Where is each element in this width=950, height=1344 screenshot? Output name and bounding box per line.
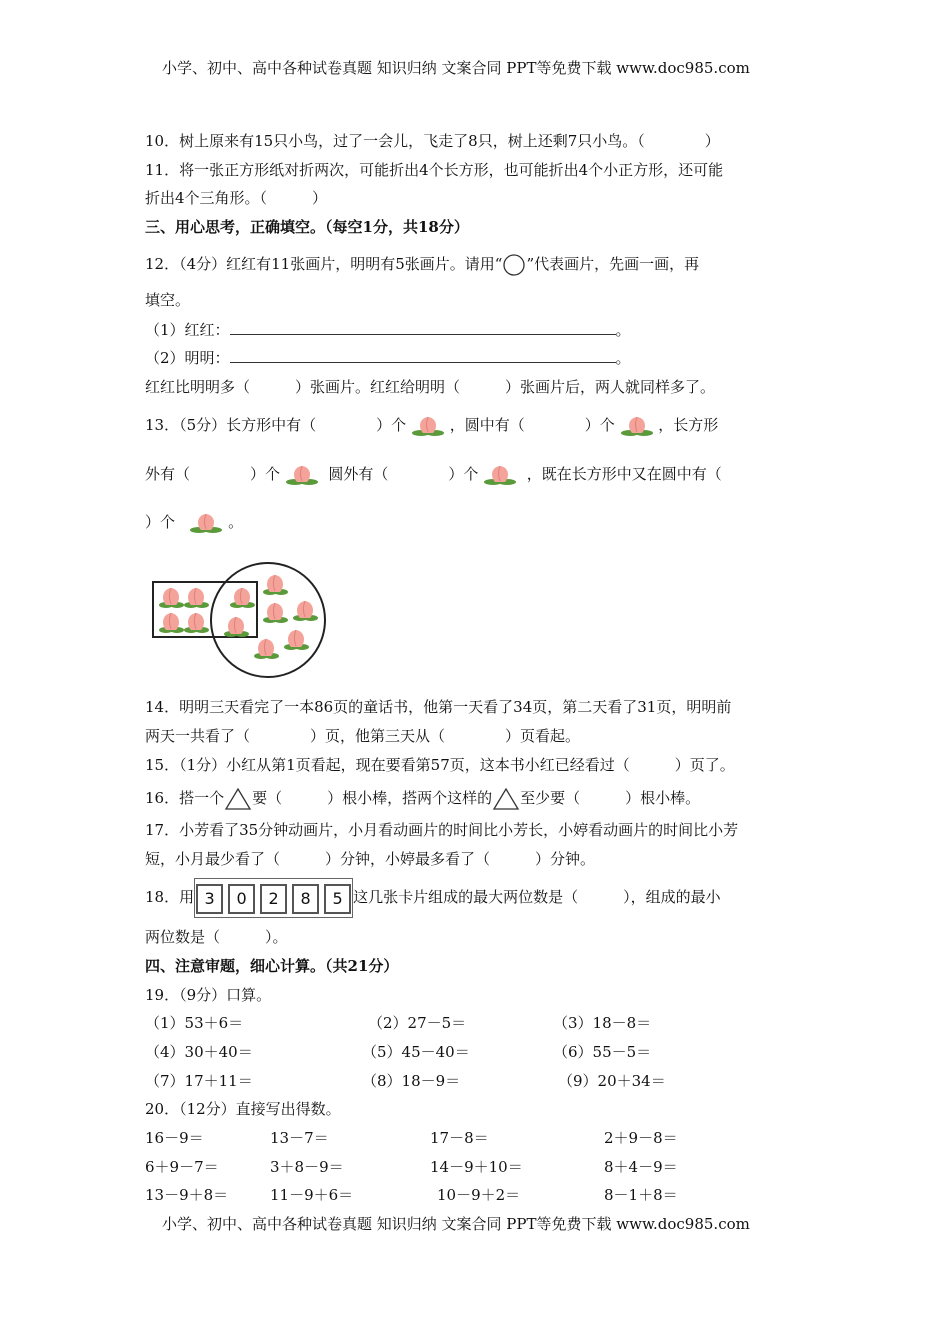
question-13-line3: [145, 507, 243, 537]
question-12-sub2: [145, 348, 631, 368]
q12-sub1-label: （1）红红：: [145, 321, 230, 339]
peach-mark: [184, 588, 209, 608]
end-mark: 。: [615, 321, 631, 339]
digit-cards: [194, 878, 353, 918]
digit-card: 2: [260, 884, 287, 914]
q13-part1: 13．（5分）长方形中有（ ）个: [145, 416, 407, 434]
q13-part3: ，长方形: [658, 416, 719, 434]
q20-item: 8－1＋8＝: [604, 1186, 678, 1204]
question-17-line2: 短，小月最少看了（ ）分钟，小婷最多看了（ ）分钟。: [145, 850, 596, 868]
end-mark: 。: [615, 349, 631, 367]
question-13-line2: [145, 459, 722, 489]
peach-mark: [159, 613, 184, 633]
question-13-line1: [145, 410, 718, 440]
section-3-heading: 三、用心思考，正确填空。（每空1分，共18分）: [145, 218, 469, 236]
question-12-line1: [145, 253, 699, 277]
answer-line-mingming[interactable]: [230, 362, 616, 363]
peach-icon: [483, 463, 517, 487]
peach-mark: [284, 630, 309, 650]
q20-item: 14－9＋10＝: [430, 1158, 523, 1176]
peach-mark: [254, 639, 279, 659]
peach-icon: [189, 511, 223, 535]
question-11-line1: 11．将一张正方形纸对折两次，可能折出4个长方形，也可能折出4个小正方形，还可能: [145, 161, 724, 179]
peach-mark: [159, 588, 184, 608]
question-12-line2: 填空。: [145, 291, 191, 309]
peach-icon: [285, 463, 319, 487]
digit-card: 3: [196, 884, 223, 914]
q16-part3: 至少要（ ）根小棒。: [520, 789, 701, 807]
q20-item: 2＋9－8＝: [604, 1129, 678, 1147]
question-20-title: 20．（12分）直接写出得数。: [145, 1100, 341, 1118]
q19-item: （3）18－8＝: [553, 1014, 652, 1032]
peach-mark: [224, 617, 249, 637]
digit-card: 0: [228, 884, 255, 914]
circle-icon: [502, 253, 526, 277]
q20-item: 8＋4－9＝: [604, 1158, 678, 1176]
q12-sub2-label: （2）明明：: [145, 349, 230, 367]
rectangle-circle-diagram: [150, 560, 330, 685]
question-18-line1: [145, 878, 721, 918]
question-19-title: 19．（9分）口算。: [145, 986, 272, 1004]
question-14-line1: 14．明明三天看完了一本86页的童话书，他第一天看了34页，第二天看了31页，明明前: [145, 698, 732, 716]
q20-item: 13－9＋8＝: [145, 1186, 229, 1204]
q13-part8: 。: [228, 513, 244, 531]
question-14-line2: 两天一共看了（ ）页，他第三天从（ ）页看起。: [145, 727, 581, 745]
peach-mark: [184, 613, 209, 633]
q13-part2: ，圆中有（ ）个: [449, 416, 615, 434]
page-footer: 小学、初中、高中各种试卷真题 知识归纳 文案合同 PPT等免费下载 www.doc985.com: [162, 1215, 750, 1233]
q19-item: （8）18－9＝: [362, 1072, 461, 1090]
page-header: 小学、初中、高中各种试卷真题 知识归纳 文案合同 PPT等免费下载 www.doc985.com: [162, 59, 750, 77]
question-12-sub1: [145, 320, 631, 340]
q20-item: 17－8＝: [430, 1129, 489, 1147]
q16-part1: 16．搭一个: [145, 789, 225, 807]
q13-part7: ）个: [145, 513, 176, 531]
question-17-line1: 17．小芳看了35分钟动画片，小月看动画片的时间比小芳长，小婷看动画片的时间比小芳: [145, 821, 739, 839]
peach-mark: [230, 588, 255, 608]
q19-item: （5）45－40＝: [362, 1043, 470, 1061]
question-10: 10．树上原来有15只小鸟，过了一会儿，飞走了8只，树上还剩7只小鸟。（ ）: [145, 132, 720, 150]
question-18-line2: 两位数是（ ）。: [145, 928, 288, 946]
q12-text-a: 12．（4分）红红有11张画片，明明有5张画片。请用“: [145, 255, 503, 273]
q19-item: （6）55－5＝: [553, 1043, 652, 1061]
q16-part2: 要（ ）根小棒，搭两个这样的: [252, 789, 493, 807]
triangle-icon: [492, 787, 520, 811]
q12-text-b: ”代表画片，先画一画，再: [526, 255, 700, 273]
peach-icon: [620, 414, 654, 438]
q20-item: 13－7＝: [270, 1129, 329, 1147]
peach-icon: [411, 414, 445, 438]
question-16: [145, 784, 700, 812]
q20-item: 3＋8－9＝: [270, 1158, 344, 1176]
answer-line-honghong[interactable]: [230, 334, 616, 335]
peach-mark: [293, 601, 318, 621]
section-4-heading: 四、注意审题，细心计算。（共21分）: [145, 957, 399, 975]
question-12-line5: 红红比明明多（ ）张画片。红红给明明（ ）张画片后，两人就同样多了。: [145, 378, 716, 396]
digit-card: 8: [292, 884, 319, 914]
q20-item: 11－9＋6＝: [270, 1186, 354, 1204]
q19-item: （9）20＋34＝: [558, 1072, 666, 1090]
q20-item: 6＋9－7＝: [145, 1158, 219, 1176]
triangle-icon: [224, 787, 252, 811]
question-11-line2: 折出4个三角形。（ ）: [145, 189, 328, 207]
digit-card: 5: [324, 884, 351, 914]
q19-item: （1）53＋6＝: [145, 1014, 244, 1032]
q19-item: （2）27－5＝: [368, 1014, 467, 1032]
peach-mark: [263, 603, 288, 623]
peach-mark: [263, 575, 288, 595]
question-15: 15．（1分）小红从第1页看起，现在要看第57页，这本书小红已经看过（ ）页了。: [145, 756, 735, 774]
q20-item: 10－9＋2＝: [437, 1186, 521, 1204]
q19-item: （4）30＋40＝: [145, 1043, 253, 1061]
q13-part4: 外有（ ）个: [145, 465, 281, 483]
q18-part1: 18．用: [145, 888, 195, 906]
q13-part6: ，既在长方形中又在圆中有（: [526, 465, 722, 483]
q18-part2: 这几张卡片组成的最大两位数是（ ），组成的最小: [353, 888, 721, 906]
q20-item: 16－9＝: [145, 1129, 204, 1147]
q13-part5: 圆外有（ ）个: [328, 465, 479, 483]
q19-item: （7）17＋11＝: [145, 1072, 253, 1090]
